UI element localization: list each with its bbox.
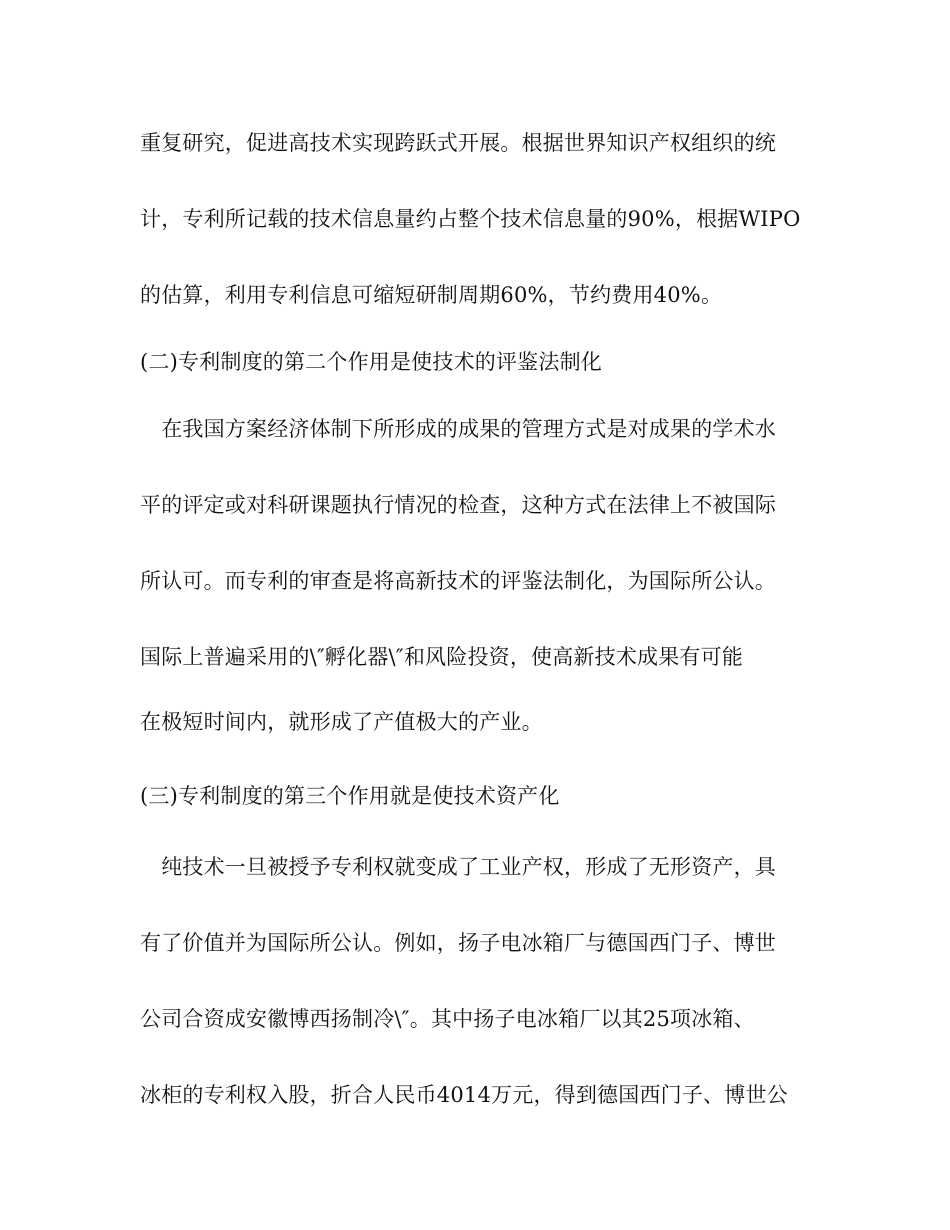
text-line-1: 重复研究，促进高技术实现跨跃式开展。根据世界知识产权组织的统	[140, 131, 776, 155]
text-line-9: 在极短时间内，就形成了产值极大的产业。	[140, 710, 543, 734]
text-line-8: 国际上普遍采用的\″孵化器\″和风险投资，使高新技术成果有可能	[140, 645, 744, 669]
text-line-13: 公司合资成安徽博西扬制冷\″。其中扬子电冰箱厂以其25项冰箱、	[140, 1007, 755, 1031]
text-line-7: 所认可。而专利的审查是将高新技术的评鉴法制化，为国际所公认。	[140, 569, 776, 593]
text-line-5: 在我国方案经济体制下所形成的成果的管理方式是对成果的学术水	[140, 417, 776, 441]
text-line-14: 冰柜的专利权入股，折合人民币4014万元，得到德国西门子、博世公	[140, 1083, 788, 1107]
text-line-6: 平的评定或对科研课题执行情况的检查，这种方式在法律上不被国际	[140, 493, 776, 517]
text-line-3: 的估算，利用专利信息可缩短研制周期60%，节约费用40%。	[140, 283, 723, 307]
section-heading-3: (三)专利制度的第三个作用就是使技术资产化	[140, 784, 560, 808]
section-heading-2: (二)专利制度的第二个作用是使技术的评鉴法制化	[140, 350, 602, 374]
text-line-12: 有了价值并为国际所公认。例如，扬子电冰箱厂与德国西门子、博世	[140, 931, 776, 955]
text-line-2: 计，专利所记载的技术信息量约占整个技术信息量的90%，根据WIPO	[140, 207, 801, 231]
text-line-11: 纯技术一旦被授予专利权就变成了工业产权，形成了无形资产，具	[140, 855, 776, 879]
